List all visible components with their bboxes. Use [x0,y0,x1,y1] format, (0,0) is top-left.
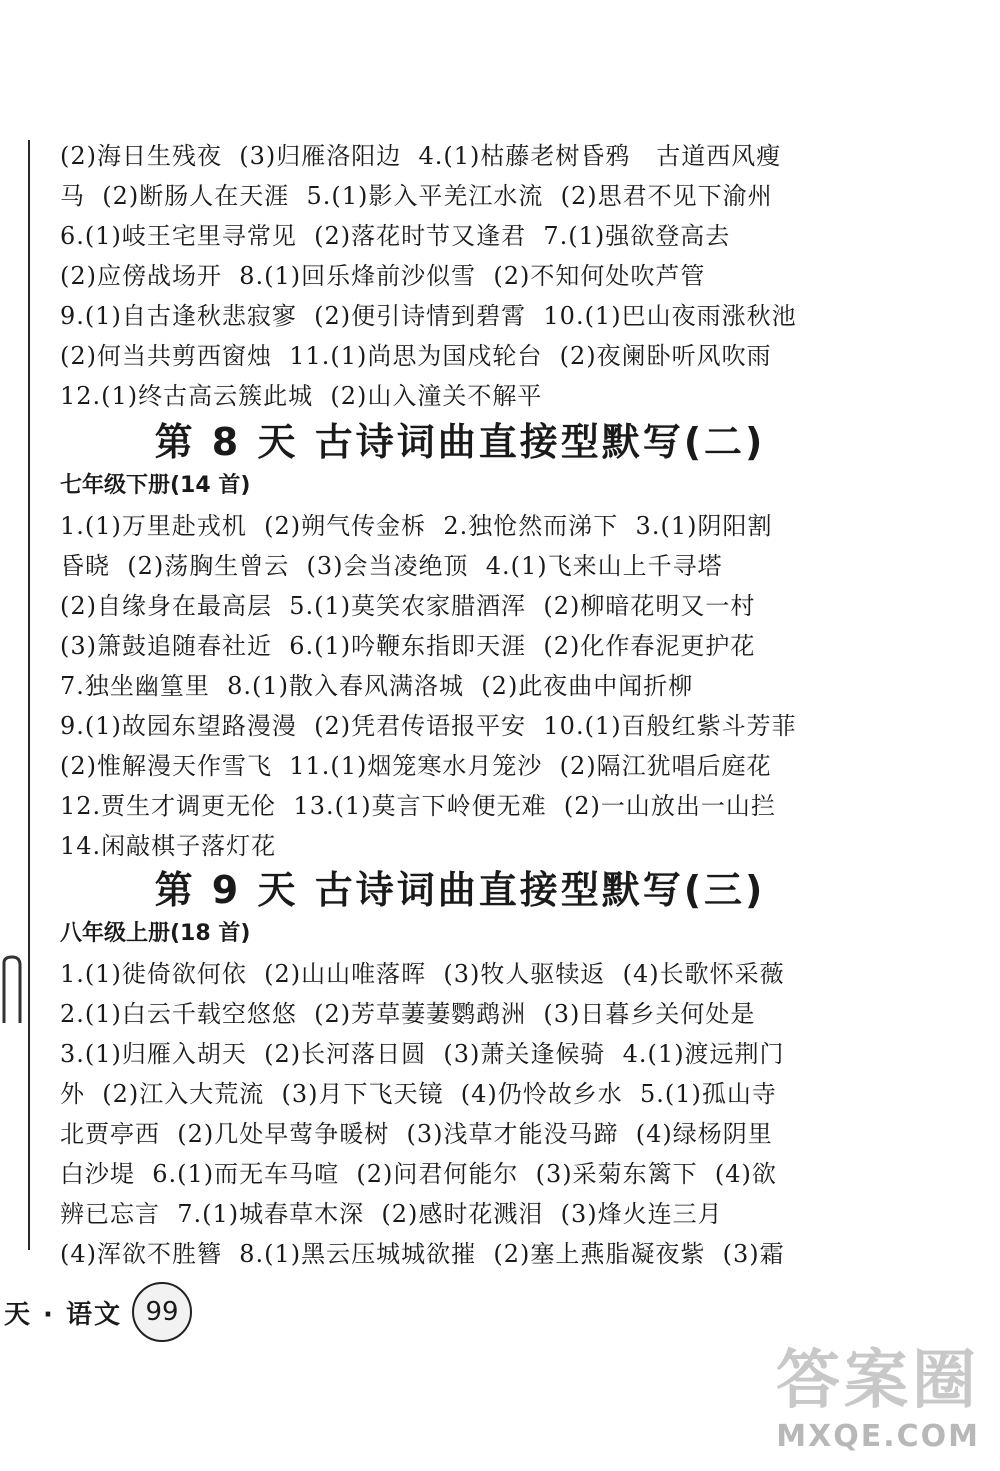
watermark [680,1343,980,1463]
binding-line [28,140,30,1250]
day9-title: 第 9 天 古诗词曲直接型默写(三) [154,868,766,912]
answer-line: 白沙堤 6.(1)而无车马喧 (2)问君何能尔 (3)采菊东篱下 (4)欲 [60,1160,777,1188]
answer-line: 3.(1)归雁入胡天 (2)长河落日圆 (3)萧关逢候骑 4.(1)渡远荆门 [60,1040,785,1068]
page-number-badge: 99 [132,1282,192,1342]
answer-line: (2)应傍战场开 8.(1)回乐烽前沙似雪 (2)不知何处吹芦管 [60,262,706,290]
answer-line: 1.(1)徙倚欲何依 (2)山山唯落晖 (3)牧人驱犊返 (4)长歌怀采薇 [60,960,785,988]
answer-line: 9.(1)自古逢秋悲寂寥 (2)便引诗情到碧霄 10.(1)巴山夜雨涨秋池 [60,302,797,330]
answer-line: 1.(1)万里赴戎机 (2)朔气传金柝 2.独怆然而涕下 3.(1)阴阳割 [60,512,773,540]
answer-line: 昏晓 (2)荡胸生曾云 (3)会当凌绝顶 4.(1)飞来山上千寻塔 [60,552,723,580]
watermark-logo: 答案圈 [776,1344,980,1418]
answer-line: 12.(1)终古高云簇此城 (2)山入潼关不解平 [60,382,543,410]
answer-line: 9.(1)故园东望路漫漫 (2)凭君传语报平安 10.(1)百般红紫斗芳菲 [60,712,797,740]
answer-line: (2)何当共剪西窗烛 11.(1)尚思为国戍轮台 (2)夜阑卧听风吹雨 [60,342,772,370]
answer-line: (3)箫鼓追随春社近 6.(1)吟鞭东指即天涯 (2)化作春泥更护花 [60,632,756,660]
answer-line: 北贾亭西 (2)几处早莺争暖树 (3)浅草才能没马蹄 (4)绿杨阴里 [60,1120,773,1148]
answer-line: (2)惟解漫天作雪飞 11.(1)烟笼寒水月笼沙 (2)隔江犹唱后庭花 [60,752,772,780]
answer-line: 外 (2)江入大荒流 (3)月下飞天镜 (4)仍怜故乡水 5.(1)孤山寺 [60,1080,777,1108]
page-footer [0,1280,200,1344]
answer-line: 12.贾生才调更无伦 13.(1)莫言下岭便无难 (2)一山放出一山拦 [60,792,776,820]
watermark-url: MXQE.COM [776,1419,980,1454]
answer-line: 6.(1)岐王宅里寻常见 (2)落花时节又逢君 7.(1)强欲登高去 [60,222,731,250]
answer-line: (4)浑欲不胜簪 8.(1)黑云压城城欲摧 (2)塞上燕脂凝夜紫 (3)霜 [60,1240,785,1268]
day8-subtitle: 七年级下册(14 首) [60,473,251,498]
footer-subject-label: 天 · 语文 [4,1300,122,1330]
day8-title: 第 8 天 古诗词曲直接型默写(二) [154,420,766,464]
answer-line: 7.独坐幽篁里 8.(1)散入春风满洛城 (2)此夜曲中闻折柳 [60,672,694,700]
answer-line: 辨已忘言 7.(1)城春草木深 (2)感时花溅泪 (3)烽火连三月 [60,1200,723,1228]
answer-line: 2.(1)白云千载空悠悠 (2)芳草萋萋鹦鹉洲 (3)日暮乡关何处是 [60,1000,756,1028]
answer-line: (2)自缘身在最高层 5.(1)莫笑农家腊酒浑 (2)柳暗花明又一村 [60,592,756,620]
answer-line: (2)海日生残夜 (3)归雁洛阳边 4.(1)枯藤老树昏鸦 古道西风瘦 [60,142,782,170]
day9-subtitle: 八年级上册(18 首) [60,921,251,946]
answer-line: 马 (2)断肠人在天涯 5.(1)影入平羌江水流 (2)思君不见下渝州 [60,182,773,210]
binding-mark [0,955,40,1025]
answer-line: 14.闲敲棋子落灯花 [60,832,277,860]
